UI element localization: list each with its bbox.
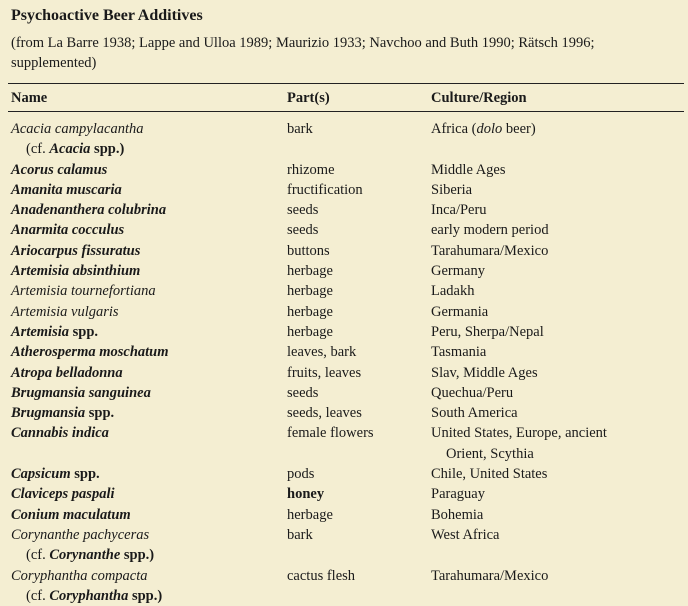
text-run: Capsicum	[11, 466, 71, 483]
species-crossref	[11, 139, 281, 159]
cell-region	[431, 484, 681, 504]
table-row	[0, 403, 688, 423]
column-header-name: Name	[11, 90, 48, 106]
species-name	[11, 525, 281, 545]
text-run: Paraguay	[431, 486, 485, 503]
table-row	[0, 484, 688, 504]
region-line	[431, 302, 681, 322]
cell-parts: female flowers	[287, 425, 374, 442]
text-run: Artemisia vulgaris	[11, 303, 119, 320]
region-line	[431, 566, 681, 586]
text-run: Ariocarpus fissuratus	[11, 242, 141, 259]
cell-region	[431, 261, 681, 281]
region-line	[431, 363, 681, 383]
table-row	[0, 160, 688, 180]
species-name	[11, 342, 281, 362]
species-name	[11, 403, 281, 423]
cell-name	[11, 220, 281, 240]
cell-region	[431, 241, 681, 261]
text-run: Anadenanthera colubrina	[11, 202, 167, 219]
text-run: Germania	[431, 303, 489, 320]
table-row	[0, 383, 688, 403]
text-run: Acacia	[49, 141, 91, 158]
cell-parts: herbage	[287, 323, 333, 340]
text-run: (cf.	[26, 141, 50, 158]
cell-name	[11, 342, 281, 362]
cell-parts: herbage	[287, 283, 333, 300]
cell-name	[11, 403, 281, 423]
text-run: Tasmania	[431, 344, 487, 361]
cell-region	[431, 281, 681, 301]
species-name	[11, 220, 281, 240]
cell-name	[11, 566, 281, 606]
cell-parts: seeds	[287, 384, 319, 401]
cell-parts: bark	[287, 526, 313, 543]
cell-name	[11, 302, 281, 322]
cell-name	[11, 383, 281, 403]
cell-parts: leaves, bark	[287, 344, 357, 361]
text-run: Germany	[431, 263, 485, 280]
species-name	[11, 322, 281, 342]
region-line	[431, 484, 681, 504]
region-line	[431, 342, 681, 362]
species-name	[11, 302, 281, 322]
text-run: Brugmansia sanguinea	[11, 384, 151, 401]
cell-parts: herbage	[287, 263, 333, 280]
species-crossref	[11, 586, 281, 606]
region-line	[431, 160, 681, 180]
text-run: Acorus calamus	[11, 161, 108, 178]
text-run: Orient, Scythia	[446, 445, 534, 462]
region-line	[431, 220, 681, 240]
column-header-region: Culture/Region	[431, 90, 527, 106]
text-run: Bohemia	[431, 506, 484, 523]
cell-name	[11, 464, 281, 484]
text-run: dolo	[476, 121, 503, 137]
region-line	[431, 200, 681, 220]
table-row	[0, 525, 688, 566]
table-row	[0, 180, 688, 200]
region-line	[431, 464, 681, 484]
region-line	[431, 403, 681, 423]
text-run: Middle Ages	[431, 161, 506, 178]
table-row	[0, 464, 688, 484]
table-row	[0, 505, 688, 525]
table-row	[0, 281, 688, 301]
cell-name	[11, 423, 281, 443]
text-run: spp.)	[128, 587, 163, 604]
cell-region	[431, 180, 681, 200]
table-row	[0, 363, 688, 383]
text-run: Acacia campylacantha	[11, 121, 144, 137]
cell-name	[11, 363, 281, 383]
text-run: Tarahumara/Mexico	[431, 242, 549, 259]
table-row	[0, 241, 688, 261]
text-run: (cf.	[26, 587, 50, 604]
region-line	[431, 322, 681, 342]
cell-region	[431, 200, 681, 220]
table-row	[0, 566, 688, 606]
text-run: beer)	[502, 121, 536, 137]
text-run: Ladakh	[431, 283, 475, 300]
text-run: Chile, United States	[431, 466, 548, 483]
table-row	[0, 423, 688, 464]
species-name	[11, 464, 281, 484]
cell-region	[431, 160, 681, 180]
species-name	[11, 363, 281, 383]
species-name	[11, 505, 281, 525]
text-run: Cannabis indica	[11, 425, 109, 442]
text-run: spp.)	[120, 547, 155, 564]
species-name	[11, 281, 281, 301]
text-run: early modern period	[431, 222, 549, 239]
cell-region	[431, 566, 681, 586]
text-run: (cf.	[26, 547, 50, 564]
cell-region	[431, 342, 681, 362]
cell-name	[11, 322, 281, 342]
cell-parts: herbage	[287, 303, 333, 320]
text-run: spp.	[85, 405, 115, 422]
table-row	[0, 200, 688, 220]
text-run: Atropa belladonna	[11, 364, 123, 381]
cell-region	[431, 505, 681, 525]
species-name	[11, 261, 281, 281]
text-run: Siberia	[431, 181, 473, 198]
cell-name	[11, 200, 281, 220]
species-name	[11, 200, 281, 220]
table-body	[0, 119, 688, 606]
cell-region	[431, 464, 681, 484]
text-run: Coryphantha compacta	[11, 567, 148, 584]
cell-parts: fructification	[287, 181, 363, 198]
region-line	[431, 180, 681, 200]
table-header	[0, 88, 688, 108]
region-line	[431, 423, 681, 443]
text-run: Inca/Peru	[431, 202, 487, 219]
table-row	[0, 322, 688, 342]
table-row	[0, 119, 688, 160]
text-run: South America	[431, 405, 518, 422]
text-run: Conium maculatum	[11, 506, 131, 523]
cell-region	[431, 119, 681, 139]
text-run: Claviceps paspali	[11, 486, 115, 503]
text-run: Slav, Middle Ages	[431, 364, 538, 381]
region-line-continued	[431, 444, 681, 464]
table-row	[0, 261, 688, 281]
species-name	[11, 423, 281, 443]
text-run: Corynanthe pachyceras	[11, 526, 150, 543]
cell-name	[11, 119, 281, 160]
text-run: spp.	[69, 323, 99, 340]
text-run: Peru, Sherpa/Nepal	[431, 323, 544, 340]
table-row	[0, 220, 688, 240]
cell-name	[11, 261, 281, 281]
cell-name	[11, 525, 281, 566]
table-row	[0, 342, 688, 362]
cell-parts: seeds	[287, 222, 319, 239]
region-line	[431, 261, 681, 281]
text-run: spp.	[70, 466, 100, 483]
species-name	[11, 119, 281, 139]
text-run: Quechua/Peru	[431, 384, 514, 401]
cell-name	[11, 180, 281, 200]
cell-region	[431, 363, 681, 383]
cell-name	[11, 281, 281, 301]
region-line	[431, 505, 681, 525]
cell-name	[11, 484, 281, 504]
cell-parts: buttons	[287, 242, 330, 259]
cell-region	[431, 423, 681, 464]
text-run: Africa (	[431, 121, 477, 137]
species-name	[11, 241, 281, 261]
text-run: Amanita muscaria	[11, 181, 122, 198]
cell-name	[11, 505, 281, 525]
text-run: Anarmita cocculus	[11, 222, 125, 239]
cell-parts: fruits, leaves	[287, 364, 362, 381]
table-source-note: (from La Barre 1938; Lappe and Ulloa 1989; Maurizio 1933; Navchoo and Buth 1990; Rätsch 1996; supplemented)	[11, 35, 595, 71]
cell-parts: pods	[287, 466, 315, 483]
region-line	[431, 281, 681, 301]
text-run: Brugmansia	[11, 405, 86, 422]
cell-region	[431, 403, 681, 423]
species-name	[11, 383, 281, 403]
text-run: United States, Europe, ancient	[431, 425, 607, 442]
cell-parts: herbage	[287, 506, 333, 523]
cell-region	[431, 322, 681, 342]
region-line	[431, 119, 681, 139]
cell-parts: seeds, leaves	[287, 405, 362, 422]
cell-name	[11, 160, 281, 180]
column-header-parts: Part(s)	[287, 90, 330, 106]
text-run: Tarahumara/Mexico	[431, 567, 549, 584]
species-name	[11, 566, 281, 586]
cell-region	[431, 220, 681, 240]
text-run: Atherosperma moschatum	[11, 344, 169, 361]
cell-region	[431, 525, 681, 545]
species-name	[11, 180, 281, 200]
region-line	[431, 241, 681, 261]
species-name	[11, 484, 281, 504]
species-name	[11, 160, 281, 180]
region-line	[431, 383, 681, 403]
top-rule	[8, 83, 684, 84]
cell-name	[11, 241, 281, 261]
cell-region	[431, 302, 681, 322]
cell-parts: bark	[287, 121, 313, 137]
header-rule	[8, 111, 684, 112]
cell-region	[431, 383, 681, 403]
text-run: Corynanthe	[49, 547, 121, 564]
cell-parts: seeds	[287, 202, 319, 219]
species-crossref	[11, 545, 281, 565]
cell-parts: rhizome	[287, 161, 335, 178]
cell-parts: honey	[287, 486, 325, 503]
text-run: spp.)	[90, 141, 125, 158]
text-run: West Africa	[431, 526, 500, 543]
text-run: Artemisia absinthium	[11, 263, 141, 280]
text-run: Artemisia	[11, 323, 70, 340]
table-row	[0, 302, 688, 322]
text-run: Coryphantha	[49, 587, 129, 604]
cell-parts: cactus flesh	[287, 567, 356, 584]
text-run: Artemisia tournefortiana	[11, 283, 156, 300]
region-line	[431, 525, 681, 545]
table-title: Psychoactive Beer Additives	[11, 7, 203, 24]
